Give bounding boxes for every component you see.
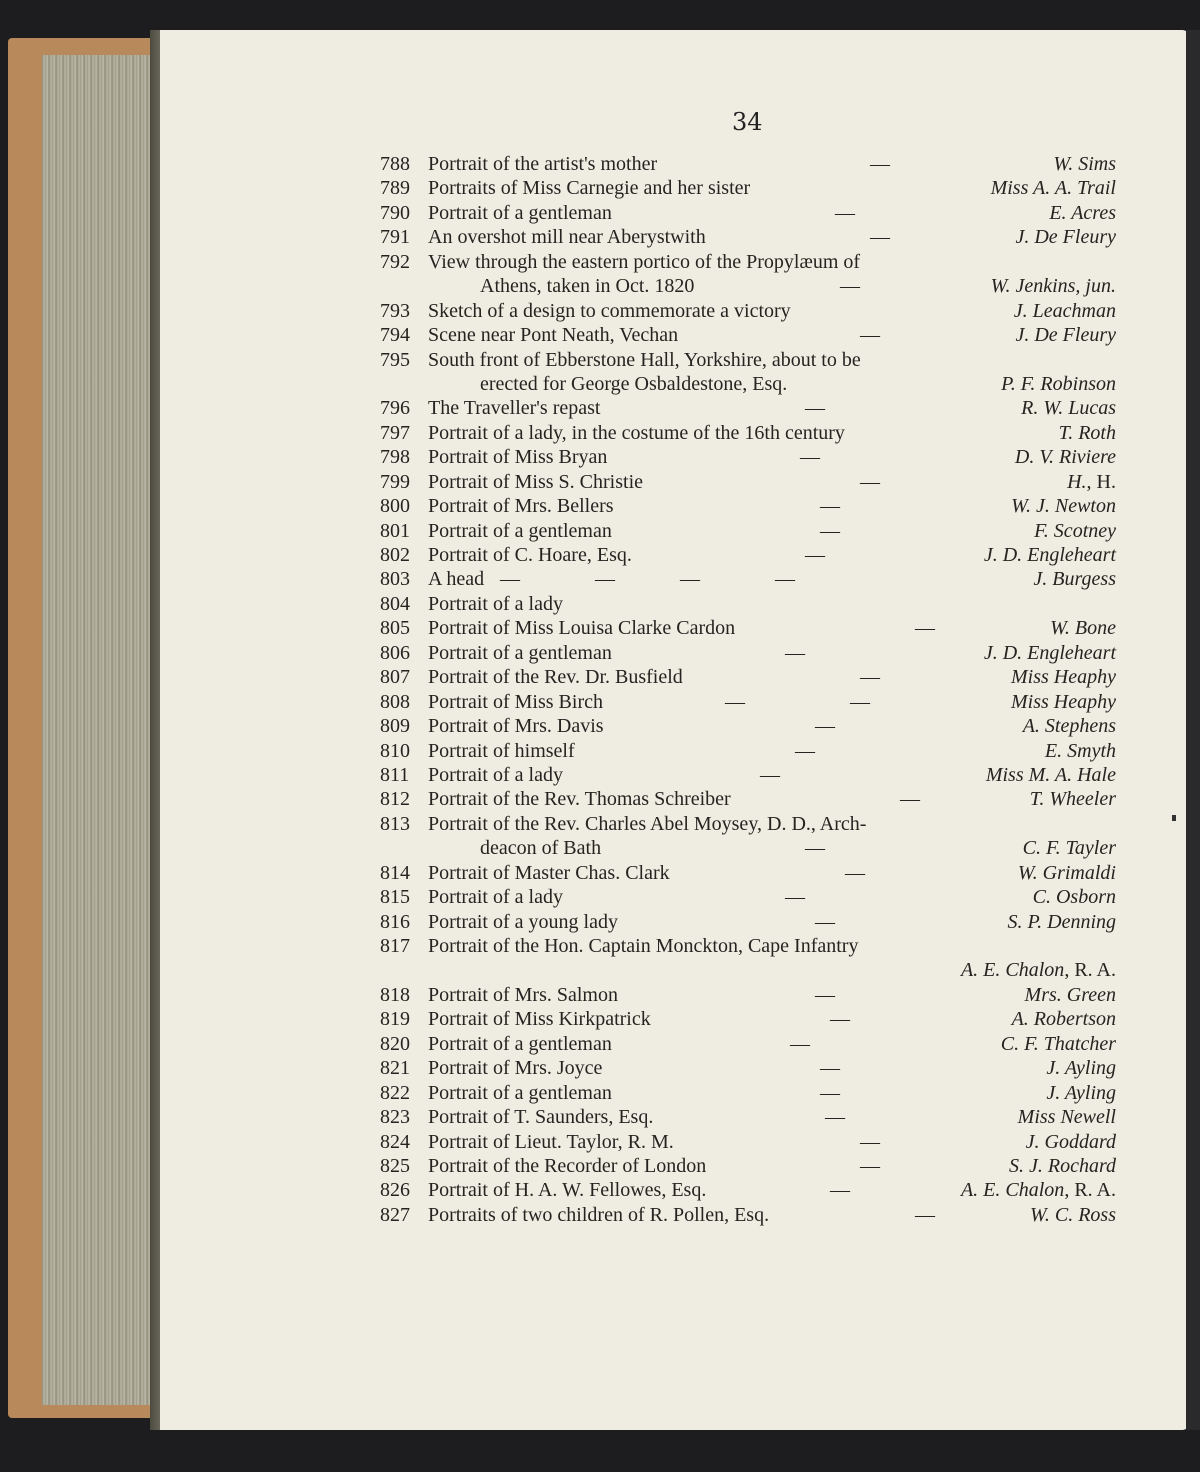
catalogue-entry xyxy=(380,543,1120,567)
artist-name: P. F. Robinson xyxy=(1001,372,1116,395)
catalogue-entry xyxy=(380,1032,1120,1056)
entry-title: Portrait of a lady xyxy=(428,592,563,615)
artist-name: J. De Fleury xyxy=(1015,226,1116,249)
entry-title: Portrait of the Rev. Dr. Busfield xyxy=(428,666,683,689)
entry-number: 804 xyxy=(380,592,410,615)
entry-artist xyxy=(1034,519,1116,543)
catalogue-entry xyxy=(380,494,1120,518)
catalogue-entry xyxy=(380,714,1120,738)
artist-name: A. E. Chalon xyxy=(960,959,1065,982)
entry-title: Portrait of the Rev. Thomas Schreiber xyxy=(428,788,731,811)
artist-name: W. Bone xyxy=(1050,617,1116,640)
artist-name: W. C. Ross xyxy=(1030,1203,1116,1226)
separator-dash: — xyxy=(790,1032,810,1055)
entry-artist xyxy=(1050,616,1116,640)
catalogue-entry xyxy=(380,299,1120,323)
entry-artist xyxy=(961,958,1116,982)
entry-number: 793 xyxy=(380,299,410,322)
artist-name: J. Leachman xyxy=(1013,299,1116,322)
entry-title: The Traveller's repast xyxy=(428,397,601,420)
entry-title: Portrait of Miss Birch xyxy=(428,690,603,713)
entry-title: Portrait of a gentleman xyxy=(428,201,612,224)
entry-title: Portrait of Mrs. Davis xyxy=(428,715,604,738)
entry-title: An overshot mill near Aberystwith xyxy=(428,226,706,249)
separator-dash: — xyxy=(825,1106,845,1129)
entry-number: 802 xyxy=(380,544,410,566)
entry-artist xyxy=(991,176,1116,200)
artist-suffix: , R. A. xyxy=(1064,959,1116,982)
entry-artist xyxy=(1012,1007,1116,1031)
entry-artist xyxy=(1023,714,1116,738)
separator-dash: — xyxy=(500,568,520,591)
catalogue-entry xyxy=(380,176,1120,200)
catalogue-entry xyxy=(380,665,1120,689)
entry-title: Portrait of the Hon. Captain Monckton, Cape Infantry xyxy=(428,935,859,957)
artist-suffix: , H. xyxy=(1086,470,1116,493)
catalogue-list xyxy=(380,152,1120,1227)
separator-dash: — xyxy=(915,617,935,640)
entry-artist xyxy=(1015,445,1116,469)
entry-number: 816 xyxy=(380,910,410,933)
separator-dash: — xyxy=(820,1081,840,1104)
artist-name: Miss A. A. Trail xyxy=(990,177,1116,200)
entry-artist xyxy=(1053,152,1116,176)
facing-page-edge xyxy=(1186,30,1200,1430)
entry-artist xyxy=(1033,885,1116,909)
artist-name: C. F. Thatcher xyxy=(1000,1032,1116,1055)
artist-name: J. Ayling xyxy=(1046,1081,1116,1104)
separator-dash: — xyxy=(805,837,825,860)
artist-name: W. Sims xyxy=(1053,153,1116,175)
artist-name: W. Grimaldi xyxy=(1017,861,1116,884)
catalogue-entry xyxy=(380,739,1120,763)
catalogue-entry xyxy=(380,225,1120,249)
catalogue-entry xyxy=(380,421,1120,445)
entry-number: 813 xyxy=(380,812,410,835)
entry-artist xyxy=(1025,983,1116,1007)
artist-name: Miss M. A. Hale xyxy=(985,763,1116,786)
entry-artist xyxy=(1001,1032,1116,1056)
artist-name: E. Acres xyxy=(1049,201,1116,224)
entry-number: 823 xyxy=(380,1106,410,1129)
catalogue-entry xyxy=(380,348,1120,372)
catalogue-entry xyxy=(380,763,1120,787)
entry-number: 806 xyxy=(380,641,410,664)
entry-title: View through the eastern portico of the Propylæum of xyxy=(428,250,861,273)
artist-name: J. Goddard xyxy=(1025,1130,1116,1153)
entry-title: Portrait of Master Chas. Clark xyxy=(428,861,670,884)
separator-dash: — xyxy=(725,690,745,713)
entry-number: 811 xyxy=(380,763,410,786)
separator-dash: — xyxy=(805,397,825,420)
entry-number: 801 xyxy=(380,519,410,542)
catalogue-entry xyxy=(380,1154,1120,1178)
artist-name: A. Robertson xyxy=(1011,1008,1116,1031)
entry-title: Sketch of a design to commemorate a victory xyxy=(428,299,791,322)
separator-dash: — xyxy=(820,1057,840,1080)
entry-artist xyxy=(1014,299,1116,323)
separator-dash: — xyxy=(760,763,780,786)
catalogue-entry xyxy=(380,861,1120,885)
separator-dash: — xyxy=(815,715,835,738)
entry-title: Portrait of Miss Kirkpatrick xyxy=(428,1008,651,1031)
entry-title: Portrait of Mrs. Bellers xyxy=(428,495,614,518)
separator-dash: — xyxy=(595,568,615,591)
entry-number: 824 xyxy=(380,1130,410,1153)
entry-number: 792 xyxy=(380,250,410,273)
separator-dash: — xyxy=(835,201,855,224)
catalogue-entry xyxy=(380,885,1120,909)
artist-name: C. F. Tayler xyxy=(1022,837,1116,860)
separator-dash: — xyxy=(900,788,920,811)
separator-dash: — xyxy=(785,886,805,909)
entry-title: Portrait of a gentleman xyxy=(428,1081,612,1104)
entry-number: 803 xyxy=(380,568,410,591)
entry-number: 818 xyxy=(380,983,410,1006)
separator-dash: — xyxy=(680,568,700,591)
separator-dash: — xyxy=(840,275,860,298)
entry-artist xyxy=(1021,396,1116,420)
entry-artist xyxy=(1011,494,1116,518)
entry-number: 817 xyxy=(380,935,410,957)
artist-name: T. Roth xyxy=(1058,421,1116,444)
entry-number: 805 xyxy=(380,617,410,640)
catalogue-entry xyxy=(380,616,1120,640)
entry-number: 790 xyxy=(380,201,410,224)
catalogue-entry xyxy=(380,445,1120,469)
entry-title: Portrait of the artist's mother xyxy=(428,153,658,175)
separator-dash: — xyxy=(795,739,815,762)
catalogue-entry xyxy=(380,787,1120,811)
catalogue-entry xyxy=(380,592,1120,616)
artist-name: Miss Heaphy xyxy=(1011,666,1116,689)
separator-dash: — xyxy=(805,544,825,566)
entry-artist xyxy=(1018,1105,1116,1129)
separator-dash: — xyxy=(870,226,890,249)
artist-name: A. E. Chalon xyxy=(960,1179,1065,1202)
catalogue-entry-continuation xyxy=(380,372,1120,396)
entry-title: Portrait of a gentleman xyxy=(428,641,612,664)
entry-number: 799 xyxy=(380,470,410,493)
catalogue-entry xyxy=(380,567,1120,591)
entry-title: Portrait of Mrs. Joyce xyxy=(428,1057,603,1080)
entry-artist xyxy=(1046,1056,1116,1080)
artist-name: F. Scotney xyxy=(1034,519,1116,542)
artist-name: J. Ayling xyxy=(1046,1057,1116,1080)
artist-name: E. Smyth xyxy=(1044,739,1116,762)
entry-title: Portrait of H. A. W. Fellowes, Esq. xyxy=(428,1179,707,1202)
entry-number: 821 xyxy=(380,1057,410,1080)
artist-name: C. Osborn xyxy=(1032,886,1116,909)
entry-number: 820 xyxy=(380,1032,410,1055)
entry-title: Portraits of two children of R. Pollen, Esq. xyxy=(428,1203,770,1226)
entry-number: 796 xyxy=(380,397,410,420)
catalogue-entry xyxy=(380,1007,1120,1031)
separator-dash: — xyxy=(915,1203,935,1226)
entry-number: 826 xyxy=(380,1179,410,1202)
separator-dash: — xyxy=(820,495,840,518)
entry-artist xyxy=(1033,567,1116,591)
entry-artist xyxy=(1009,1154,1116,1178)
artist-name: D. V. Riviere xyxy=(1014,446,1116,469)
entry-number: 797 xyxy=(380,421,410,444)
entry-title: Portrait of C. Hoare, Esq. xyxy=(428,544,632,566)
entry-title: Portrait of Mrs. Salmon xyxy=(428,983,618,1006)
entry-title: Portrait of a gentleman xyxy=(428,519,612,542)
artist-name: A. Stephens xyxy=(1022,715,1116,738)
catalogue-entry-continuation xyxy=(380,958,1120,982)
separator-dash: — xyxy=(860,1130,880,1153)
entry-artist xyxy=(986,763,1116,787)
separator-dash: — xyxy=(860,470,880,493)
entry-artist xyxy=(1015,323,1116,347)
separator-dash: — xyxy=(800,446,820,469)
artist-name: S. P. Denning xyxy=(1007,910,1116,933)
catalogue-entry xyxy=(380,934,1120,958)
separator-dash: — xyxy=(830,1008,850,1031)
entry-number: 808 xyxy=(380,690,410,713)
entry-number: 789 xyxy=(380,177,410,200)
entry-number: 798 xyxy=(380,446,410,469)
entry-title: Scene near Pont Neath, Vechan xyxy=(428,324,679,347)
entry-artist xyxy=(1045,739,1116,763)
entry-title: Portrait of Lieut. Taylor, R. M. xyxy=(428,1130,674,1153)
entry-artist xyxy=(991,274,1116,298)
separator-dash: — xyxy=(820,519,840,542)
catalogue-entry xyxy=(380,983,1120,1007)
entry-number: 814 xyxy=(380,861,410,884)
entry-title: Portrait of a lady xyxy=(428,886,563,909)
entry-number: 812 xyxy=(380,788,410,811)
catalogue-entry xyxy=(380,690,1120,714)
catalogue-entry xyxy=(380,1056,1120,1080)
catalogue-entry xyxy=(380,641,1120,665)
separator-dash: — xyxy=(830,1179,850,1202)
entry-title: A head xyxy=(428,568,485,591)
entry-artist xyxy=(1067,470,1116,494)
entry-artist xyxy=(1030,787,1116,811)
artist-name: T. Wheeler xyxy=(1029,788,1116,811)
entry-title: Portrait of the Rev. Charles Abel Moysey, D. D., Arch- xyxy=(428,812,867,835)
entry-artist xyxy=(1030,1203,1116,1227)
artist-name: J. De Fleury xyxy=(1015,324,1116,347)
catalogue-entry-continuation xyxy=(380,274,1120,298)
entry-title: Portrait of a lady xyxy=(428,763,563,786)
entry-title: Portrait of Miss S. Christie xyxy=(428,470,644,493)
entry-artist xyxy=(1011,690,1116,714)
artist-name: Miss Heaphy xyxy=(1011,690,1116,713)
catalogue-entry xyxy=(380,1081,1120,1105)
catalogue-entry xyxy=(380,812,1120,836)
separator-dash: — xyxy=(815,910,835,933)
separator-dash: — xyxy=(775,568,795,591)
entry-artist xyxy=(1001,372,1116,396)
artist-name: J. D. Engleheart xyxy=(983,641,1116,664)
artist-name: W. J. Newton xyxy=(1011,495,1116,518)
catalogue-entry xyxy=(380,470,1120,494)
entry-title: Portrait of a young lady xyxy=(428,910,618,933)
entry-artist xyxy=(984,543,1116,567)
catalogue-entry-continuation xyxy=(380,836,1120,860)
artist-name: W. Jenkins, jun. xyxy=(990,275,1116,298)
separator-dash: — xyxy=(860,324,880,347)
page-edges xyxy=(42,55,166,1405)
catalogue-entry xyxy=(380,250,1120,274)
artist-name: J. Burgess xyxy=(1033,568,1116,591)
entry-artist xyxy=(1059,421,1116,445)
entry-title: Portrait of T. Saunders, Esq. xyxy=(428,1106,654,1129)
entry-number: 827 xyxy=(380,1203,410,1226)
entry-title: Portrait of the Recorder of London xyxy=(428,1154,707,1177)
catalogue-entry xyxy=(380,323,1120,347)
catalogue-entry xyxy=(380,1178,1120,1202)
artist-name: Mrs. Green xyxy=(1024,983,1116,1006)
separator-dash: — xyxy=(860,666,880,689)
entry-title: Portrait of himself xyxy=(428,739,575,762)
entry-title: Portrait of a lady, in the costume of the 16th century xyxy=(428,421,845,444)
entry-artist xyxy=(1011,665,1116,689)
catalogue-entry xyxy=(380,910,1120,934)
artist-name: H. xyxy=(1067,470,1087,493)
page-number: 34 xyxy=(732,108,763,136)
entry-number: 819 xyxy=(380,1008,410,1031)
margin-mark xyxy=(1172,815,1176,821)
entry-artist xyxy=(1026,1130,1116,1154)
entry-number: 800 xyxy=(380,495,410,518)
entry-number: 809 xyxy=(380,715,410,738)
separator-dash: — xyxy=(815,983,835,1006)
catalogue-entry xyxy=(380,1105,1120,1129)
entry-number: 807 xyxy=(380,666,410,689)
entry-artist xyxy=(984,641,1116,665)
entry-artist xyxy=(1007,910,1116,934)
catalogue-entry xyxy=(380,1130,1120,1154)
catalogue-entry xyxy=(380,396,1120,420)
separator-dash: — xyxy=(850,690,870,713)
entry-number: 815 xyxy=(380,886,410,909)
entry-number: 788 xyxy=(380,153,410,175)
catalogue-entry xyxy=(380,519,1120,543)
separator-dash: — xyxy=(845,861,865,884)
catalogue-entry xyxy=(380,1203,1120,1227)
entry-artist xyxy=(1018,861,1116,885)
entry-artist xyxy=(1015,225,1116,249)
entry-title: Portrait of Miss Louisa Clarke Cardon xyxy=(428,617,736,640)
entry-title: Portrait of Miss Bryan xyxy=(428,446,608,469)
entry-title: Portrait of a gentleman xyxy=(428,1032,612,1055)
entry-title-continuation: Athens, taken in Oct. 1820 xyxy=(480,275,695,298)
catalogue-entry xyxy=(380,201,1120,225)
artist-name: S. J. Rochard xyxy=(1008,1154,1116,1177)
catalogue-entry xyxy=(380,152,1120,176)
entry-number: 825 xyxy=(380,1154,410,1177)
entry-title-continuation: deacon of Bath xyxy=(480,837,602,860)
artist-name: J. D. Engleheart xyxy=(983,544,1116,566)
entry-artist xyxy=(1023,836,1116,860)
entry-number: 794 xyxy=(380,324,410,347)
separator-dash: — xyxy=(870,153,890,175)
separator-dash: — xyxy=(860,1154,880,1177)
entry-number: 795 xyxy=(380,348,410,371)
entry-title: South front of Ebberstone Hall, Yorkshire, about to be xyxy=(428,348,861,371)
entry-number: 822 xyxy=(380,1081,410,1104)
entry-number: 810 xyxy=(380,739,410,762)
entry-artist xyxy=(1046,1081,1116,1105)
artist-name: R. W. Lucas xyxy=(1021,397,1116,420)
entry-artist xyxy=(1049,201,1116,225)
artist-name: Miss Newell xyxy=(1017,1106,1116,1129)
entry-artist xyxy=(961,1178,1116,1202)
entry-number: 791 xyxy=(380,226,410,249)
entry-title-continuation: erected for George Osbaldestone, Esq. xyxy=(480,372,788,395)
separator-dash: — xyxy=(785,641,805,664)
artist-suffix: , R. A. xyxy=(1064,1179,1116,1202)
entry-title: Portraits of Miss Carnegie and her sister xyxy=(428,177,751,200)
